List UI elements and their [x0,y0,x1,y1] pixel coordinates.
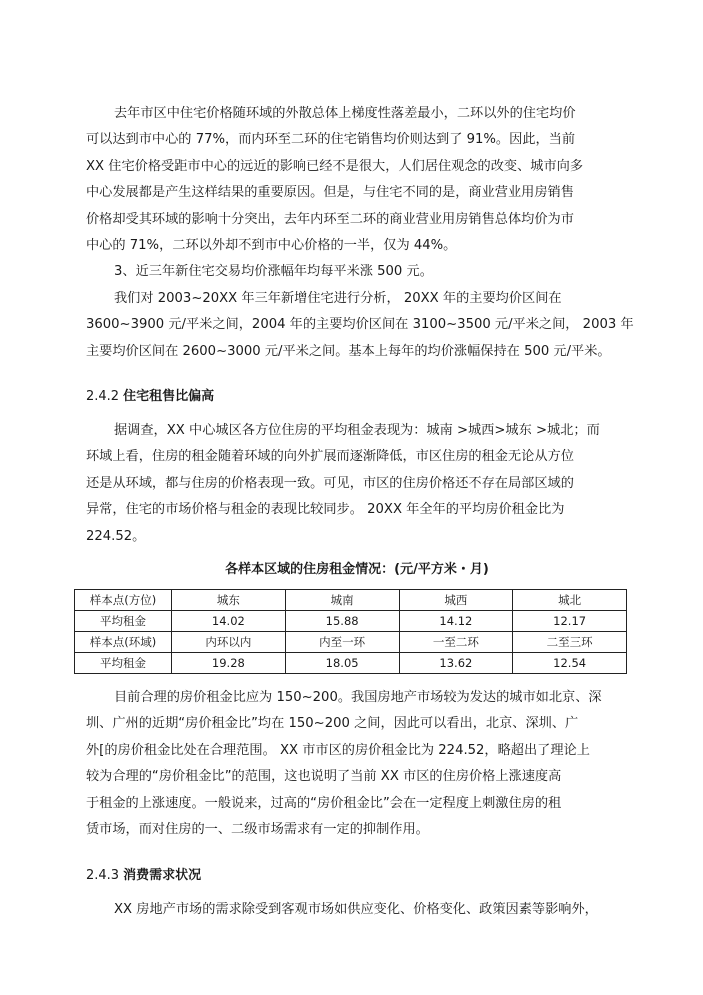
text-line: 外[的房价租金比处在合理范围。 XX 市市区的房价租金比为 224.52，略超出了理论上 [86,742,590,758]
table-row [75,632,627,653]
table-cell: 样本点(环域) [75,632,172,653]
paragraph-price-rent-ratio [86,685,622,843]
rent-table [74,589,627,674]
table-cell: 15.88 [285,611,399,632]
text-line: 价格却受其环域的影响十分突出，去年内环至二环的商业营业用房销售总体均价为市 [86,211,574,227]
paragraph-price-growth [86,259,622,285]
table-cell: 城北 [513,590,627,611]
table-cell: 平均租金 [75,653,172,674]
text-line: 我们对 2003~20XX 年三年新增住宅进行分析， 20XX 年的主要均价区间在 [114,291,562,306]
table-cell: 18.05 [285,653,399,674]
section-number: 2.4.3 [86,868,120,883]
table-cell: 14.02 [172,611,286,632]
paragraph-demand [86,897,622,923]
text-line: 异常，住宅的市场价格与租金的表现比较同步。 20XX 年全年的平均房价租金比为 [86,502,565,518]
table-cell: 一至二环 [399,632,513,653]
table-cell: 内至一环 [285,632,399,653]
text-line: 224.52。 [86,528,146,544]
table-cell: 12.17 [513,611,627,632]
text-line: 目前合理的房价租金比应为 150~200。我国房地产市场较为发达的城市如北京、深 [114,690,602,705]
table-cell: 二至三环 [513,632,627,653]
text-line: 圳、广州的近期“房价租金比”均在 150~200 之间，因此可以看出，北京、深圳、广 [86,716,579,732]
table-caption: 各样本区域的住房租金情况：(元/平方米・月) [225,562,489,577]
table-cell: 14.12 [399,611,513,632]
table-cell: 内环以内 [172,632,286,653]
table-cell: 12.54 [513,653,627,674]
section-number: 2.4.2 [86,389,120,404]
text-line: XX 房地产市场的需求除受到客观市场如供应变化、价格变化、政策因素等影响外， [114,902,598,917]
text-line: 中心发展都是产生这样结果的重要原因。但是，与住宅不同的是，商业营业用房销售 [86,185,574,201]
text-line: 可以达到市中心的 77%，而内环至二环的住宅销售均价则达到了 91%。因此，当前 [86,132,576,148]
text-line: 3600~3900 元/平米之间，2004 年的主要均价区间在 3100~3500 元/平米之间， 2003 年 [86,317,634,333]
table-cell: 样本点(方位) [75,590,172,611]
text-line: 3、近三年新住宅交易均价涨幅年均每平米涨 500 元。 [114,264,433,279]
table-row [75,653,627,674]
text-line: 据调查，XX 中心城区各方位住房的平均租金表现为：城南 >城西>城东 >城北；而 [114,423,600,438]
table-cell: 13.62 [399,653,513,674]
table-cell: 城西 [399,590,513,611]
text-line: 还是从环域，都与住房的价格表现一致。可见，市区的住房价格还不存在局部区域的 [86,475,574,491]
table-cell: 平均租金 [75,611,172,632]
section-title: 住宅租售比偏高 [123,389,215,404]
text-line: 较为合理的“房价租金比”的范围，这也说明了当前 XX 市区的住房价格上涨速度高 [86,769,562,785]
table-cell: 城南 [285,590,399,611]
section-title: 消费需求状况 [123,868,202,883]
section-heading-2-4-3 [86,866,201,886]
paragraph-price-by-ring [86,101,622,259]
paragraph-price-analysis [86,286,634,365]
text-line: 赁市场，而对住房的一、二级市场需求有一定的抑制作用。 [86,822,429,838]
table-cell: 城东 [172,590,286,611]
text-line: 环域上看，住房的租金随着环域的向外扩展而逐渐降低，市区住房的租金无论从方位 [86,449,574,465]
text-line: 主要均价区间在 2600~3000 元/平米之间。基本上每年的均价涨幅保持在 500 元/平米。 [86,343,611,359]
table-row [75,611,627,632]
table-row [75,590,627,611]
paragraph-rent-survey [86,418,622,550]
text-line: 去年市区中住宅价格随环域的外散总体上梯度性落差最小，二环以外的住宅均价 [114,106,576,121]
text-line: XX 住宅价格受距市中心的远近的影响已经不是很大，人们居住观念的改变、城市向多 [86,158,584,174]
section-heading-2-4-2 [86,387,214,407]
table-cell: 19.28 [172,653,286,674]
text-line: 于租金的上涨速度。一般说来，过高的“房价租金比”会在一定程度上刺激住房的租 [86,795,562,811]
text-line: 中心的 71%，二环以外却不到市中心价格的一半，仅为 44%。 [86,238,457,254]
